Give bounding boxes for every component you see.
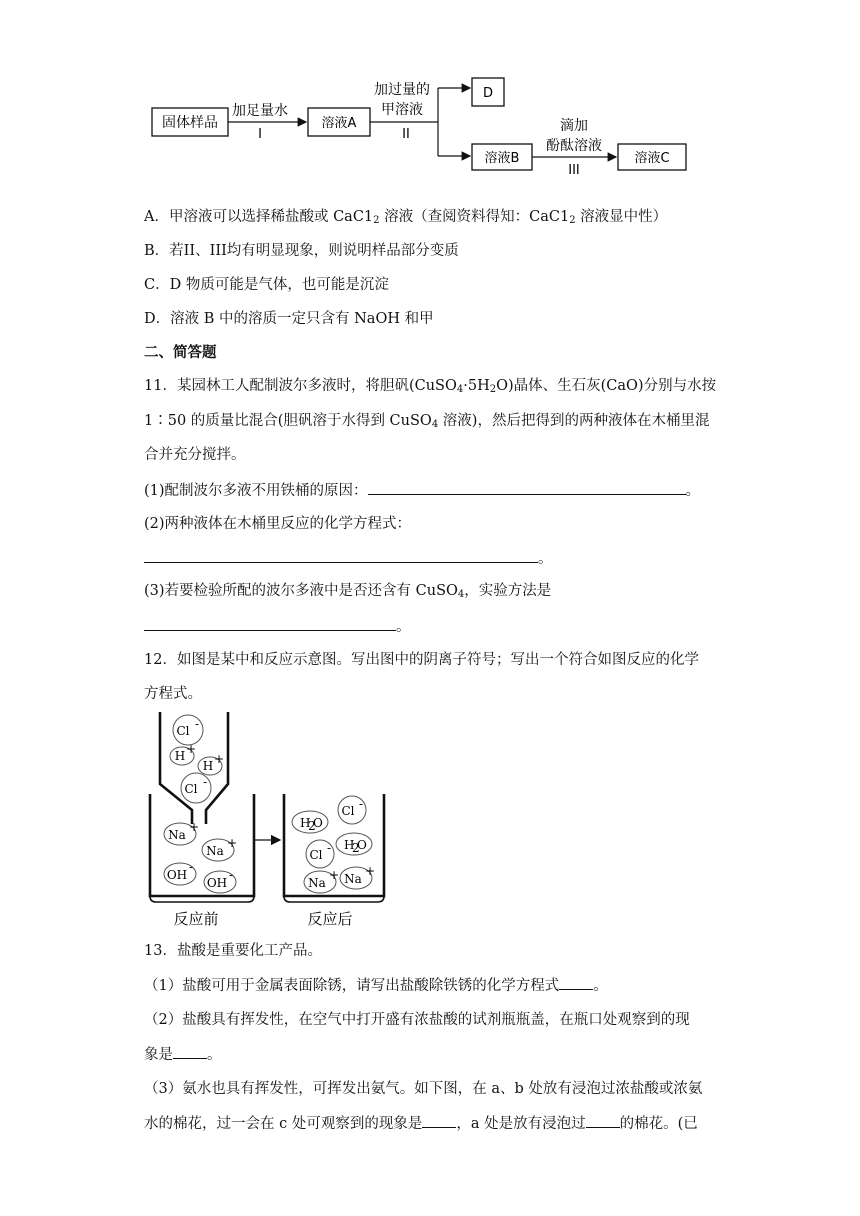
q11-part3-answer: 。	[144, 616, 411, 637]
solution-c-box	[618, 144, 686, 170]
answer-blank[interactable]	[144, 616, 396, 631]
q11-line1: 11．某园林工人配制波尔多液时，将胆矾$(CuSO_4\cdot 5H_2O)$晶体、生石灰(CaO)分别与水按	[144, 378, 717, 395]
q11-part2: (2)两种液体在木桶里反应的化学方程式：	[144, 516, 412, 532]
svg-text:H: H	[202, 759, 214, 773]
ion-h-2	[198, 752, 224, 775]
option-b: B．若II、III均有明显现象，则说明样品部分变质	[144, 243, 459, 259]
svg-text:OH: OH	[206, 876, 228, 890]
svg-text:H: H	[344, 838, 355, 852]
solution-b-box	[472, 144, 532, 170]
svg-text:Cl: Cl	[309, 848, 323, 862]
svg-text:O: O	[313, 816, 323, 830]
q13-part3-line1: （3）氨水也具有挥发性，可挥发出氨气。如下图，在 a、b 处放有浸泡过浓盐酸或浓氨	[144, 1081, 703, 1097]
q11-line3: 合并充分搅拌。	[144, 447, 246, 463]
step2-label-2: 甲溶液	[381, 102, 423, 118]
svg-text:2: 2	[352, 841, 360, 855]
svg-text:+: +	[329, 868, 340, 882]
svg-text:H: H	[300, 816, 311, 830]
molecule-h2o-2	[336, 833, 372, 855]
flow-diagram	[140, 70, 700, 180]
neutralization-diagram	[140, 706, 400, 932]
svg-text:-: -	[203, 775, 208, 789]
svg-text:-: -	[229, 868, 234, 882]
svg-text:+: +	[189, 820, 200, 834]
q12-line2: 方程式。	[144, 686, 202, 702]
step1-num: I	[258, 127, 262, 142]
molecule-h2o-1	[292, 811, 328, 833]
answer-blank[interactable]	[173, 1044, 207, 1059]
q13-part1: （1）盐酸可用于金属表面除锈，请写出盐酸除铁锈的化学方程式 。	[144, 975, 608, 996]
answer-blank[interactable]	[144, 548, 538, 563]
svg-text:H: H	[174, 749, 186, 763]
q11-part1: (1)配制波尔多液不用铁桶的原因： 。	[144, 480, 700, 501]
q13-part2-line2: 象是 。	[144, 1044, 222, 1065]
section-heading: 二、简答题	[144, 345, 217, 361]
q11-part2-answer: 。	[144, 548, 553, 569]
ion-na-2	[202, 836, 237, 861]
label-before: 反应前	[173, 910, 219, 928]
svg-text:-: -	[359, 797, 364, 811]
svg-text:+: +	[214, 752, 225, 766]
product-d-box	[472, 78, 504, 106]
svg-text:Na: Na	[308, 876, 326, 890]
q11-part3: (3)若要检验所配的波尔多液中是否还含有 CuSO$_4$，实验方法是	[144, 583, 552, 600]
svg-text:固体样品: 固体样品	[162, 115, 218, 131]
svg-text:Na: Na	[206, 844, 224, 858]
option-a: A．甲溶液可以选择稀盐酸或 $CaC1_2$ 溶液（查阅资料得知：$CaC1_2$ 溶液显中性）	[144, 209, 668, 226]
ion-cl-4	[306, 840, 334, 868]
q12-line1: 12．如图是某中和反应示意图。写出图中的阴离子符号；写出一个符合如图反应的化学	[144, 652, 699, 668]
svg-text:-: -	[327, 841, 332, 855]
step3-label-2: 酚酞溶液	[546, 138, 602, 154]
svg-text:+: +	[227, 836, 238, 850]
q11-line2: 1∶50 的质量比混合(胆矾溶于水得到 CuSO$_4$ 溶液)，然后把得到的两种液体在木桶里混	[144, 413, 710, 430]
svg-text:O: O	[357, 838, 367, 852]
svg-text:Na: Na	[168, 828, 186, 842]
answer-blank[interactable]	[559, 975, 593, 990]
svg-text:-: -	[189, 860, 194, 874]
solid-sample-box	[152, 108, 228, 136]
svg-text:-: -	[195, 717, 200, 731]
ion-na-4	[340, 864, 375, 889]
svg-text:+: +	[186, 742, 197, 756]
step3-num: III	[568, 163, 580, 178]
answer-blank[interactable]	[422, 1113, 456, 1128]
svg-text:2: 2	[308, 819, 316, 833]
q13-part2-line1: （2）盐酸具有挥发性，在空气中打开盛有浓盐酸的试剂瓶瓶盖，在瓶口处观察到的现	[144, 1012, 690, 1028]
svg-text:溶液A: 溶液A	[321, 116, 357, 131]
ion-cl-3	[338, 796, 366, 824]
svg-text:Na: Na	[344, 872, 362, 886]
q13-part3-line2: 水的棉花，过一会在 c 处可观察到的现象是 ，a 处是放有浸泡过 的棉花。(已	[144, 1113, 698, 1134]
ion-oh-2	[204, 868, 236, 893]
q13-line1: 13．盐酸是重要化工产品。	[144, 943, 322, 959]
step3-label-1: 滴加	[560, 118, 588, 134]
svg-text:D: D	[482, 86, 494, 101]
answer-blank[interactable]	[586, 1113, 620, 1128]
ion-na-3	[304, 868, 339, 893]
answer-blank[interactable]	[368, 480, 686, 495]
svg-text:溶液B: 溶液B	[484, 151, 520, 166]
svg-text:OH: OH	[166, 868, 188, 882]
solution-a-box	[308, 108, 370, 136]
svg-text:+: +	[365, 864, 376, 878]
ion-cl-2	[181, 773, 211, 803]
label-after: 反应后	[307, 910, 353, 928]
ion-h-1	[170, 742, 196, 765]
ion-oh-1	[164, 860, 196, 885]
beaker-before	[150, 794, 254, 896]
svg-text:溶液C: 溶液C	[634, 151, 670, 166]
svg-text:Cl: Cl	[176, 724, 190, 738]
ion-na-1	[164, 820, 199, 845]
step1-label: 加足量水	[232, 103, 288, 119]
ion-cl-1	[173, 715, 203, 745]
svg-text:Cl: Cl	[341, 804, 355, 818]
step2-num: II	[402, 127, 410, 142]
option-d: D．溶液 B 中的溶质一定只含有 NaOH 和甲	[144, 311, 434, 327]
svg-text:Cl: Cl	[184, 782, 198, 796]
option-c: C．D 物质可能是气体，也可能是沉淀	[144, 277, 389, 293]
step2-label-1: 加过量的	[374, 82, 430, 98]
